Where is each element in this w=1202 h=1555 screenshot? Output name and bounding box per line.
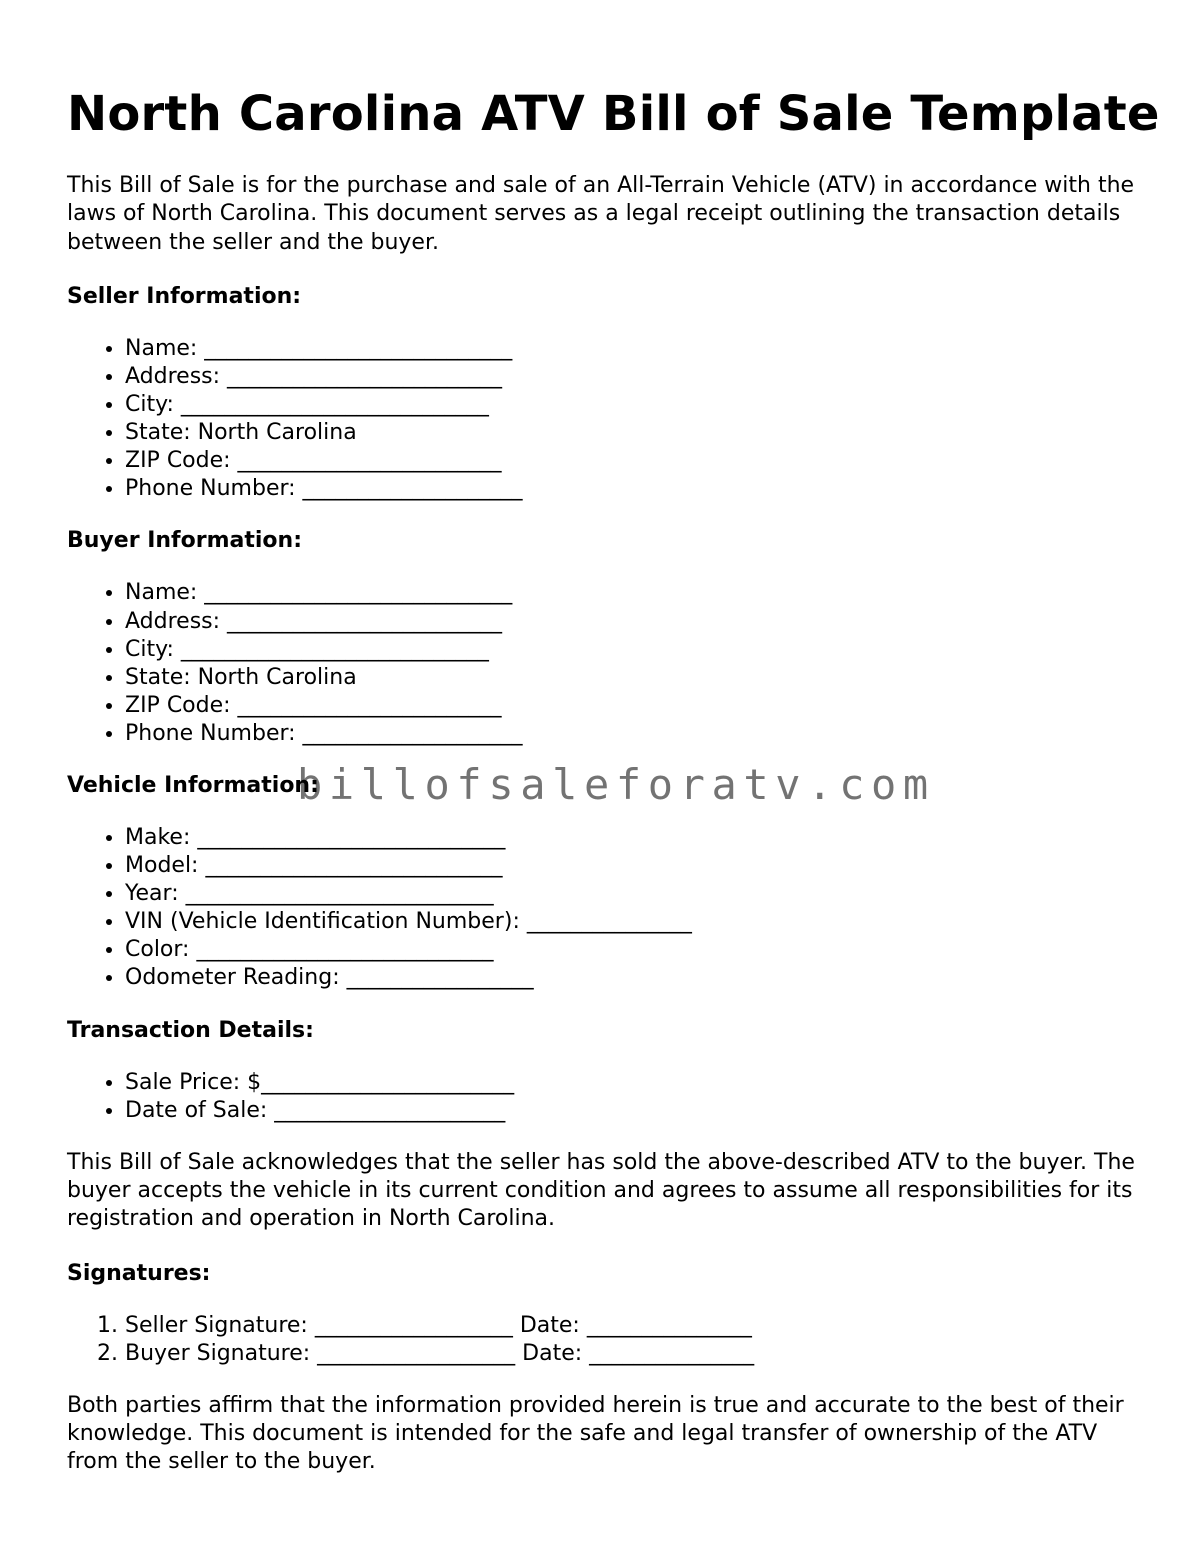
list-item: • Odometer Reading: _________________ [125,964,1147,992]
list-item: • Phone Number: ____________________ [125,475,1147,503]
acknowledgement-paragraph: This Bill of Sale acknowledges that the seller has sold the above-described ATV to the buyer. The buyer accepts the vehicle in its current condition and agrees to assume all responsibilities for its registration and operation in North Carolina. [67,1149,1135,1232]
list-item: • Name: ____________________________ [125,579,1147,607]
list-item: • VIN (Vehicle Identification Number): _______________ [125,908,1147,936]
list-item: • Year: ____________________________ [125,880,1147,908]
page-title: North Carolina ATV Bill of Sale Template [67,86,1160,142]
transaction-list [67,1069,1147,1125]
intro-paragraph: This Bill of Sale is for the purchase and sale of an All-Terrain Vehicle (ATV) in accordance with the laws of North Carolina. This document serves as a legal receipt outlining the transaction details between the seller and the buyer. [67,173,1135,255]
list-item: • Phone Number: ____________________ [125,720,1147,748]
closing-paragraph: Both parties affirm that the information provided herein is true and accurate to the best of their knowledge. This document is intended for the safe and legal transfer of ownership of the ATV from the seller to the buyer. [67,1392,1124,1475]
list-item: • Color: ___________________________ [125,936,1147,964]
signatures-list [67,1312,1147,1368]
list-item: • Sale Price: $_______________________ [125,1069,1147,1097]
watermark: billofsaleforatv.com [297,760,935,809]
list-item: • State: North Carolina [125,419,1147,447]
list-item: • Name: ____________________________ [125,335,1147,363]
list-item: • Address: _________________________ [125,363,1147,391]
list-item: • ZIP Code: ________________________ [125,692,1147,720]
list-item: • City: ____________________________ [125,391,1147,419]
list-item: • Make: ____________________________ [125,824,1147,852]
seller-list [67,335,1147,504]
list-item: • ZIP Code: ________________________ [125,447,1147,475]
list-item: • State: North Carolina [125,664,1147,692]
list-item: • Model: ___________________________ [125,852,1147,880]
document-page [67,82,1160,1503]
list-item: 2. Buyer Signature: __________________ Date: _______________ [125,1340,1147,1368]
list-item: • City: ____________________________ [125,636,1147,664]
vehicle-heading: Vehicle Information: [67,773,319,799]
vehicle-list [67,824,1147,993]
list-item: • Address: _________________________ [125,608,1147,636]
transaction-heading: Transaction Details: [67,1017,314,1043]
list-item: • Date of Sale: _____________________ [125,1097,1147,1125]
buyer-heading: Buyer Information: [67,528,302,554]
buyer-list [67,579,1147,748]
signatures-heading: Signatures: [67,1260,211,1286]
seller-heading: Seller Information: [67,283,302,309]
list-item: 1. Seller Signature: __________________ Date: _______________ [125,1312,1147,1340]
